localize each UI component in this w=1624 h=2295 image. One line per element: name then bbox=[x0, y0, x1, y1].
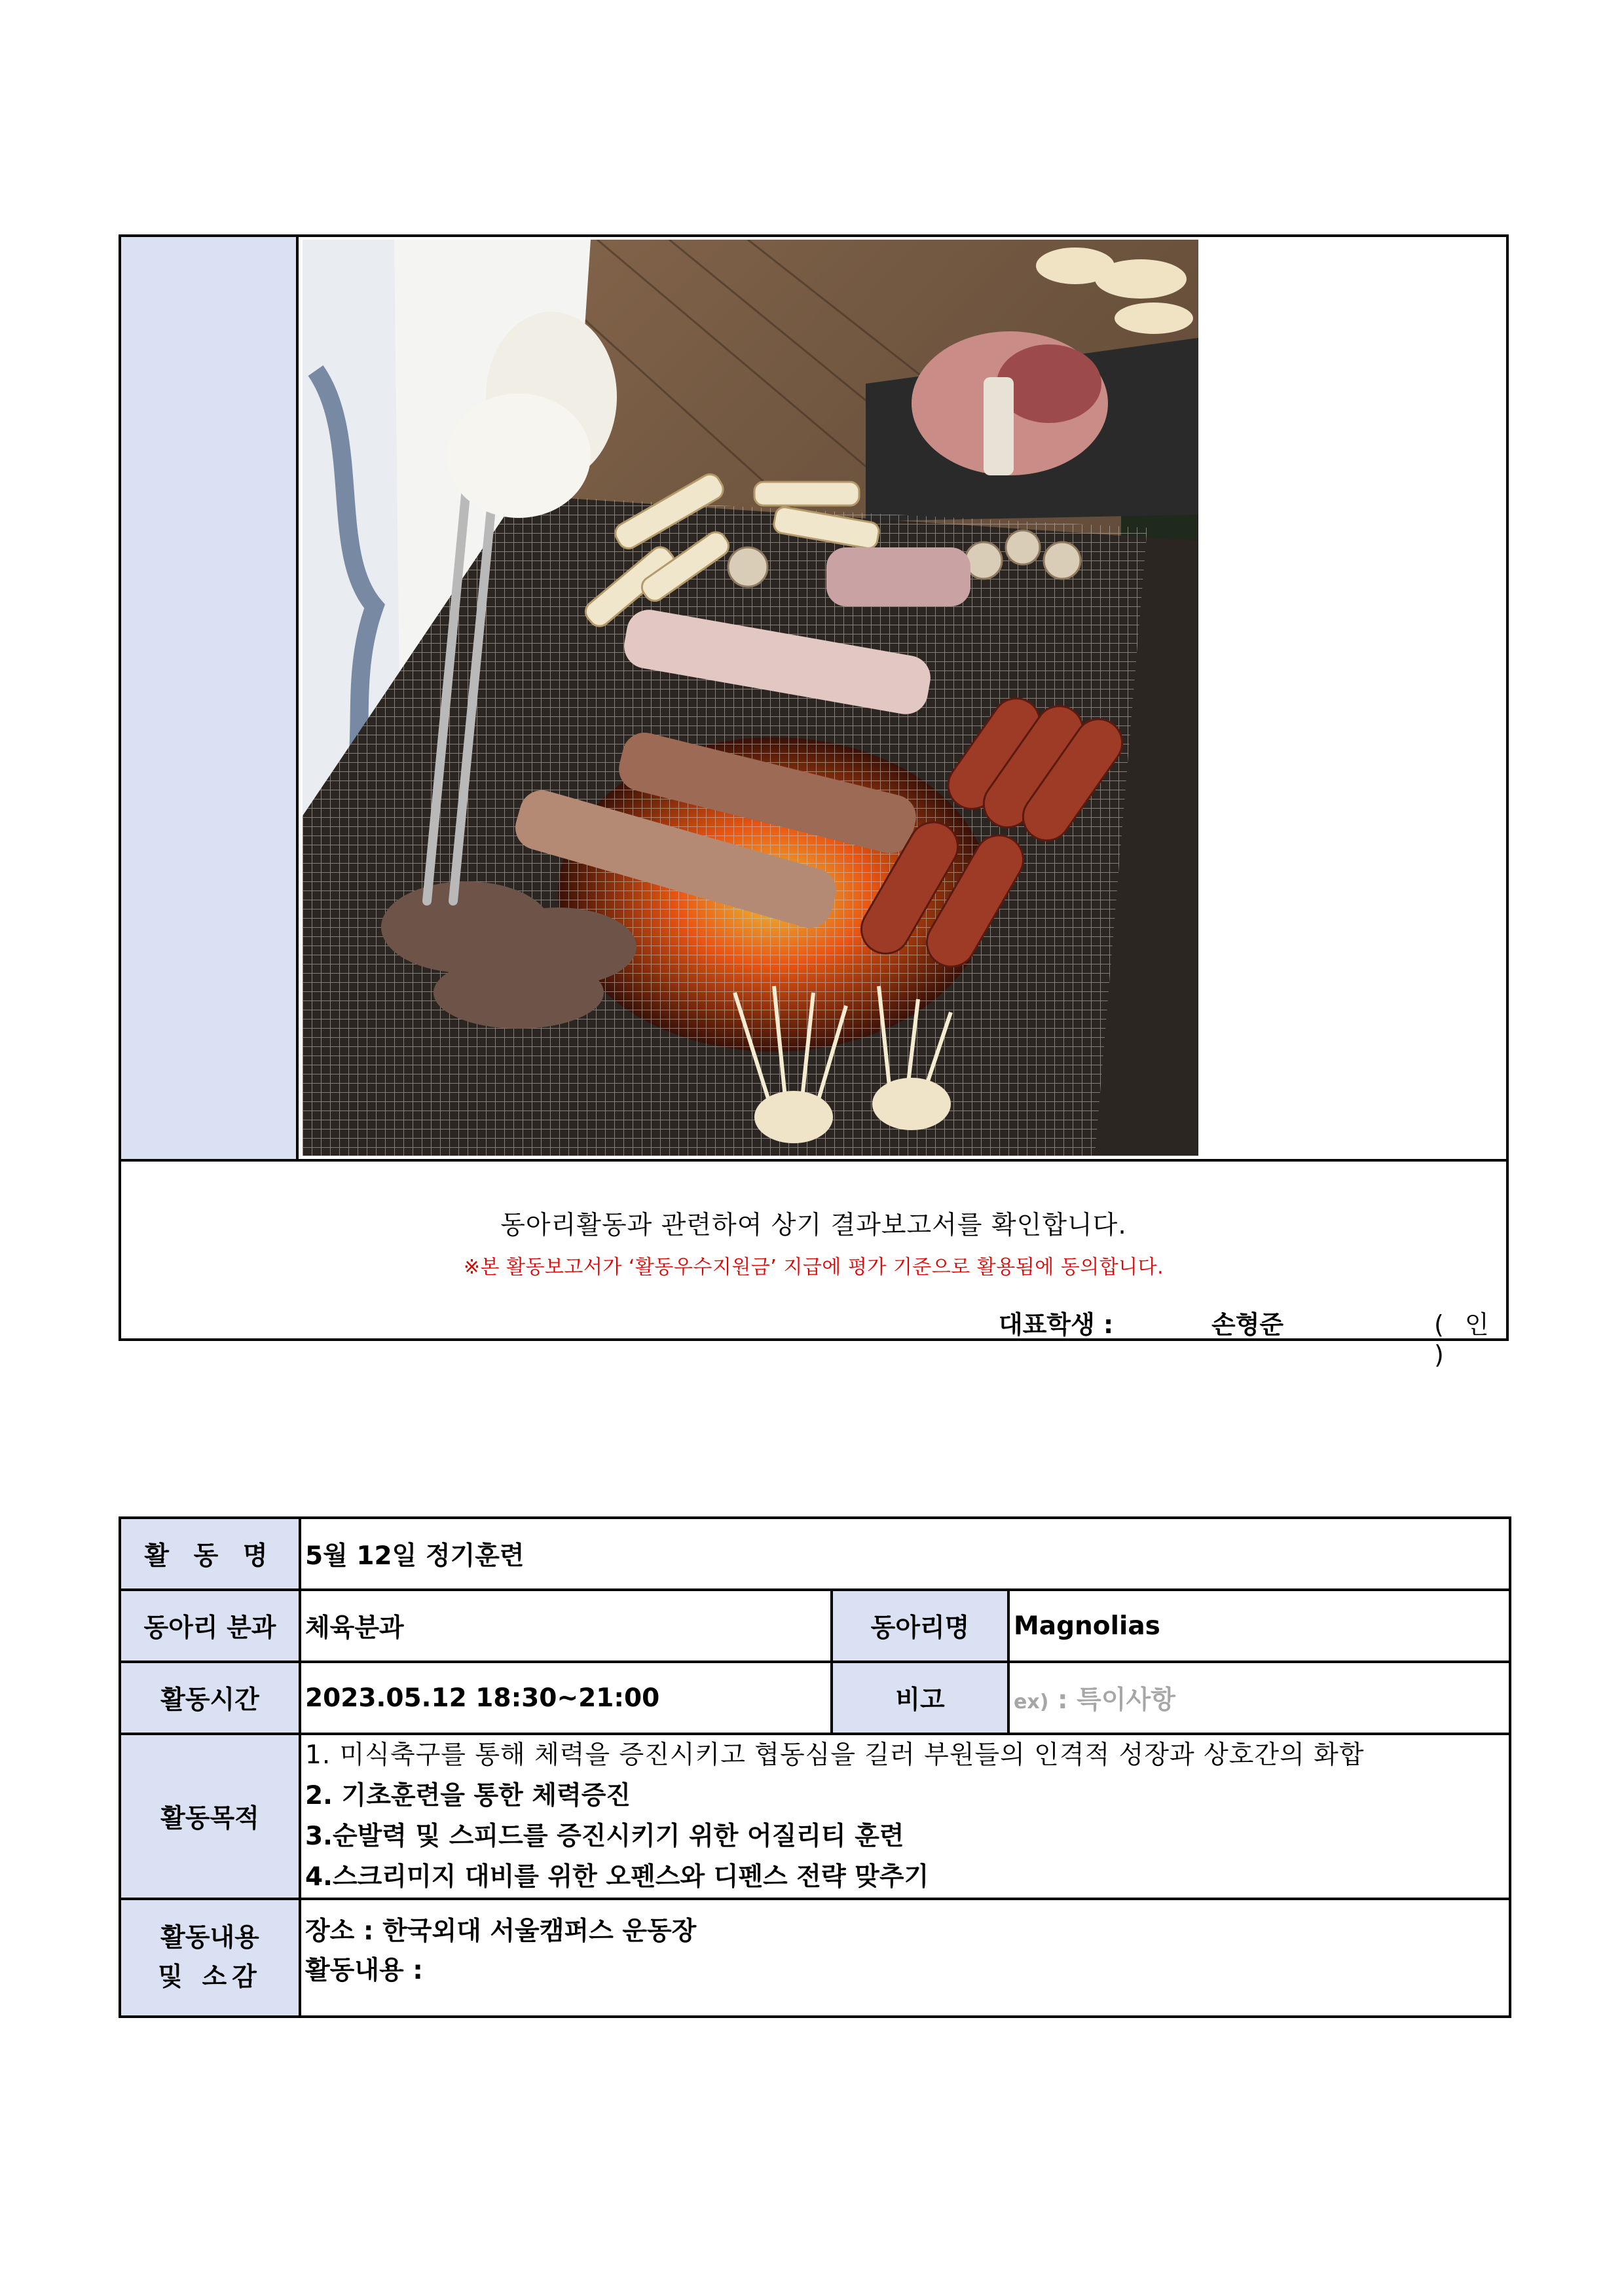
club-division-label: 동아리 분과 bbox=[120, 1590, 300, 1662]
consent-note: ※본 활동보고서가 ‘활동우수지원금’ 지급에 평가 기준으로 활용됨에 동의합니다. bbox=[463, 1256, 1164, 1279]
table-row bbox=[120, 1734, 1510, 1899]
confirmation-text: 동아리활동과 관련하여 상기 결과보고서를 확인합니다. bbox=[500, 1211, 1127, 1240]
club-name-label: 동아리명 bbox=[832, 1590, 1008, 1662]
confirmation-cell bbox=[121, 1159, 1506, 1369]
place-line: 장소 : 한국외대 서울캠퍼스 운동장 bbox=[305, 1917, 697, 1946]
table-row bbox=[120, 1662, 1510, 1734]
purpose-item: 1. 미식축구를 통해 체력을 증진시키고 협동심을 길러 부원들의 인격적 성장과 상호간의 화합 bbox=[305, 1740, 1365, 1770]
club-name-value: Magnolias bbox=[1008, 1590, 1510, 1662]
content-label bbox=[120, 1899, 300, 2017]
activity-name-label: 활 동 명 bbox=[120, 1518, 300, 1590]
table-row bbox=[120, 1899, 1510, 2017]
table-row bbox=[120, 1518, 1510, 1590]
table-row bbox=[120, 1590, 1510, 1662]
purpose-item: 3.순발력 및 스피드를 증진시키기 위한 어질리티 훈련 bbox=[305, 1822, 904, 1851]
activity-time-label: 활동시간 bbox=[120, 1662, 300, 1734]
purpose-label: 활동목적 bbox=[120, 1734, 300, 1899]
purpose-list bbox=[300, 1734, 1510, 1899]
activity-info-table bbox=[119, 1516, 1511, 2018]
purpose-item: 4.스크리미지 대비를 위한 오펜스와 디펜스 전략 맞추기 bbox=[305, 1862, 929, 1892]
activity-time-value: 2023.05.12 18:30~21:00 bbox=[300, 1662, 832, 1734]
club-division-value: 체육분과 bbox=[300, 1590, 832, 1662]
activity-name-value: 5월 12일 정기훈련 bbox=[300, 1518, 1510, 1590]
content-label-line-2: 및 소감 bbox=[158, 1962, 262, 1992]
purpose-item: 2. 기초훈련을 통한 체력증진 bbox=[305, 1781, 631, 1810]
content-label-line-1: 활동내용 bbox=[160, 1923, 259, 1953]
photo-cell bbox=[299, 237, 1506, 1159]
photo-label-cell bbox=[121, 237, 299, 1159]
bbq-grill-photo bbox=[303, 240, 1198, 1156]
representative-name: 손형준 bbox=[1211, 1310, 1284, 1339]
signature-row bbox=[982, 1304, 1506, 1369]
remark-value bbox=[1008, 1662, 1510, 1734]
remark-text: : 특이사항 bbox=[1048, 1685, 1175, 1715]
remark-prefix: ex) bbox=[1014, 1691, 1049, 1714]
content-value bbox=[300, 1899, 1510, 2017]
remark-label: 비고 bbox=[832, 1662, 1008, 1734]
photo-table bbox=[119, 234, 1509, 1369]
content-line: 활동내용 : bbox=[305, 1956, 423, 1985]
representative-label: 대표학생 : bbox=[999, 1310, 1114, 1339]
seal-mark: ( 인 ) bbox=[1434, 1310, 1496, 1369]
